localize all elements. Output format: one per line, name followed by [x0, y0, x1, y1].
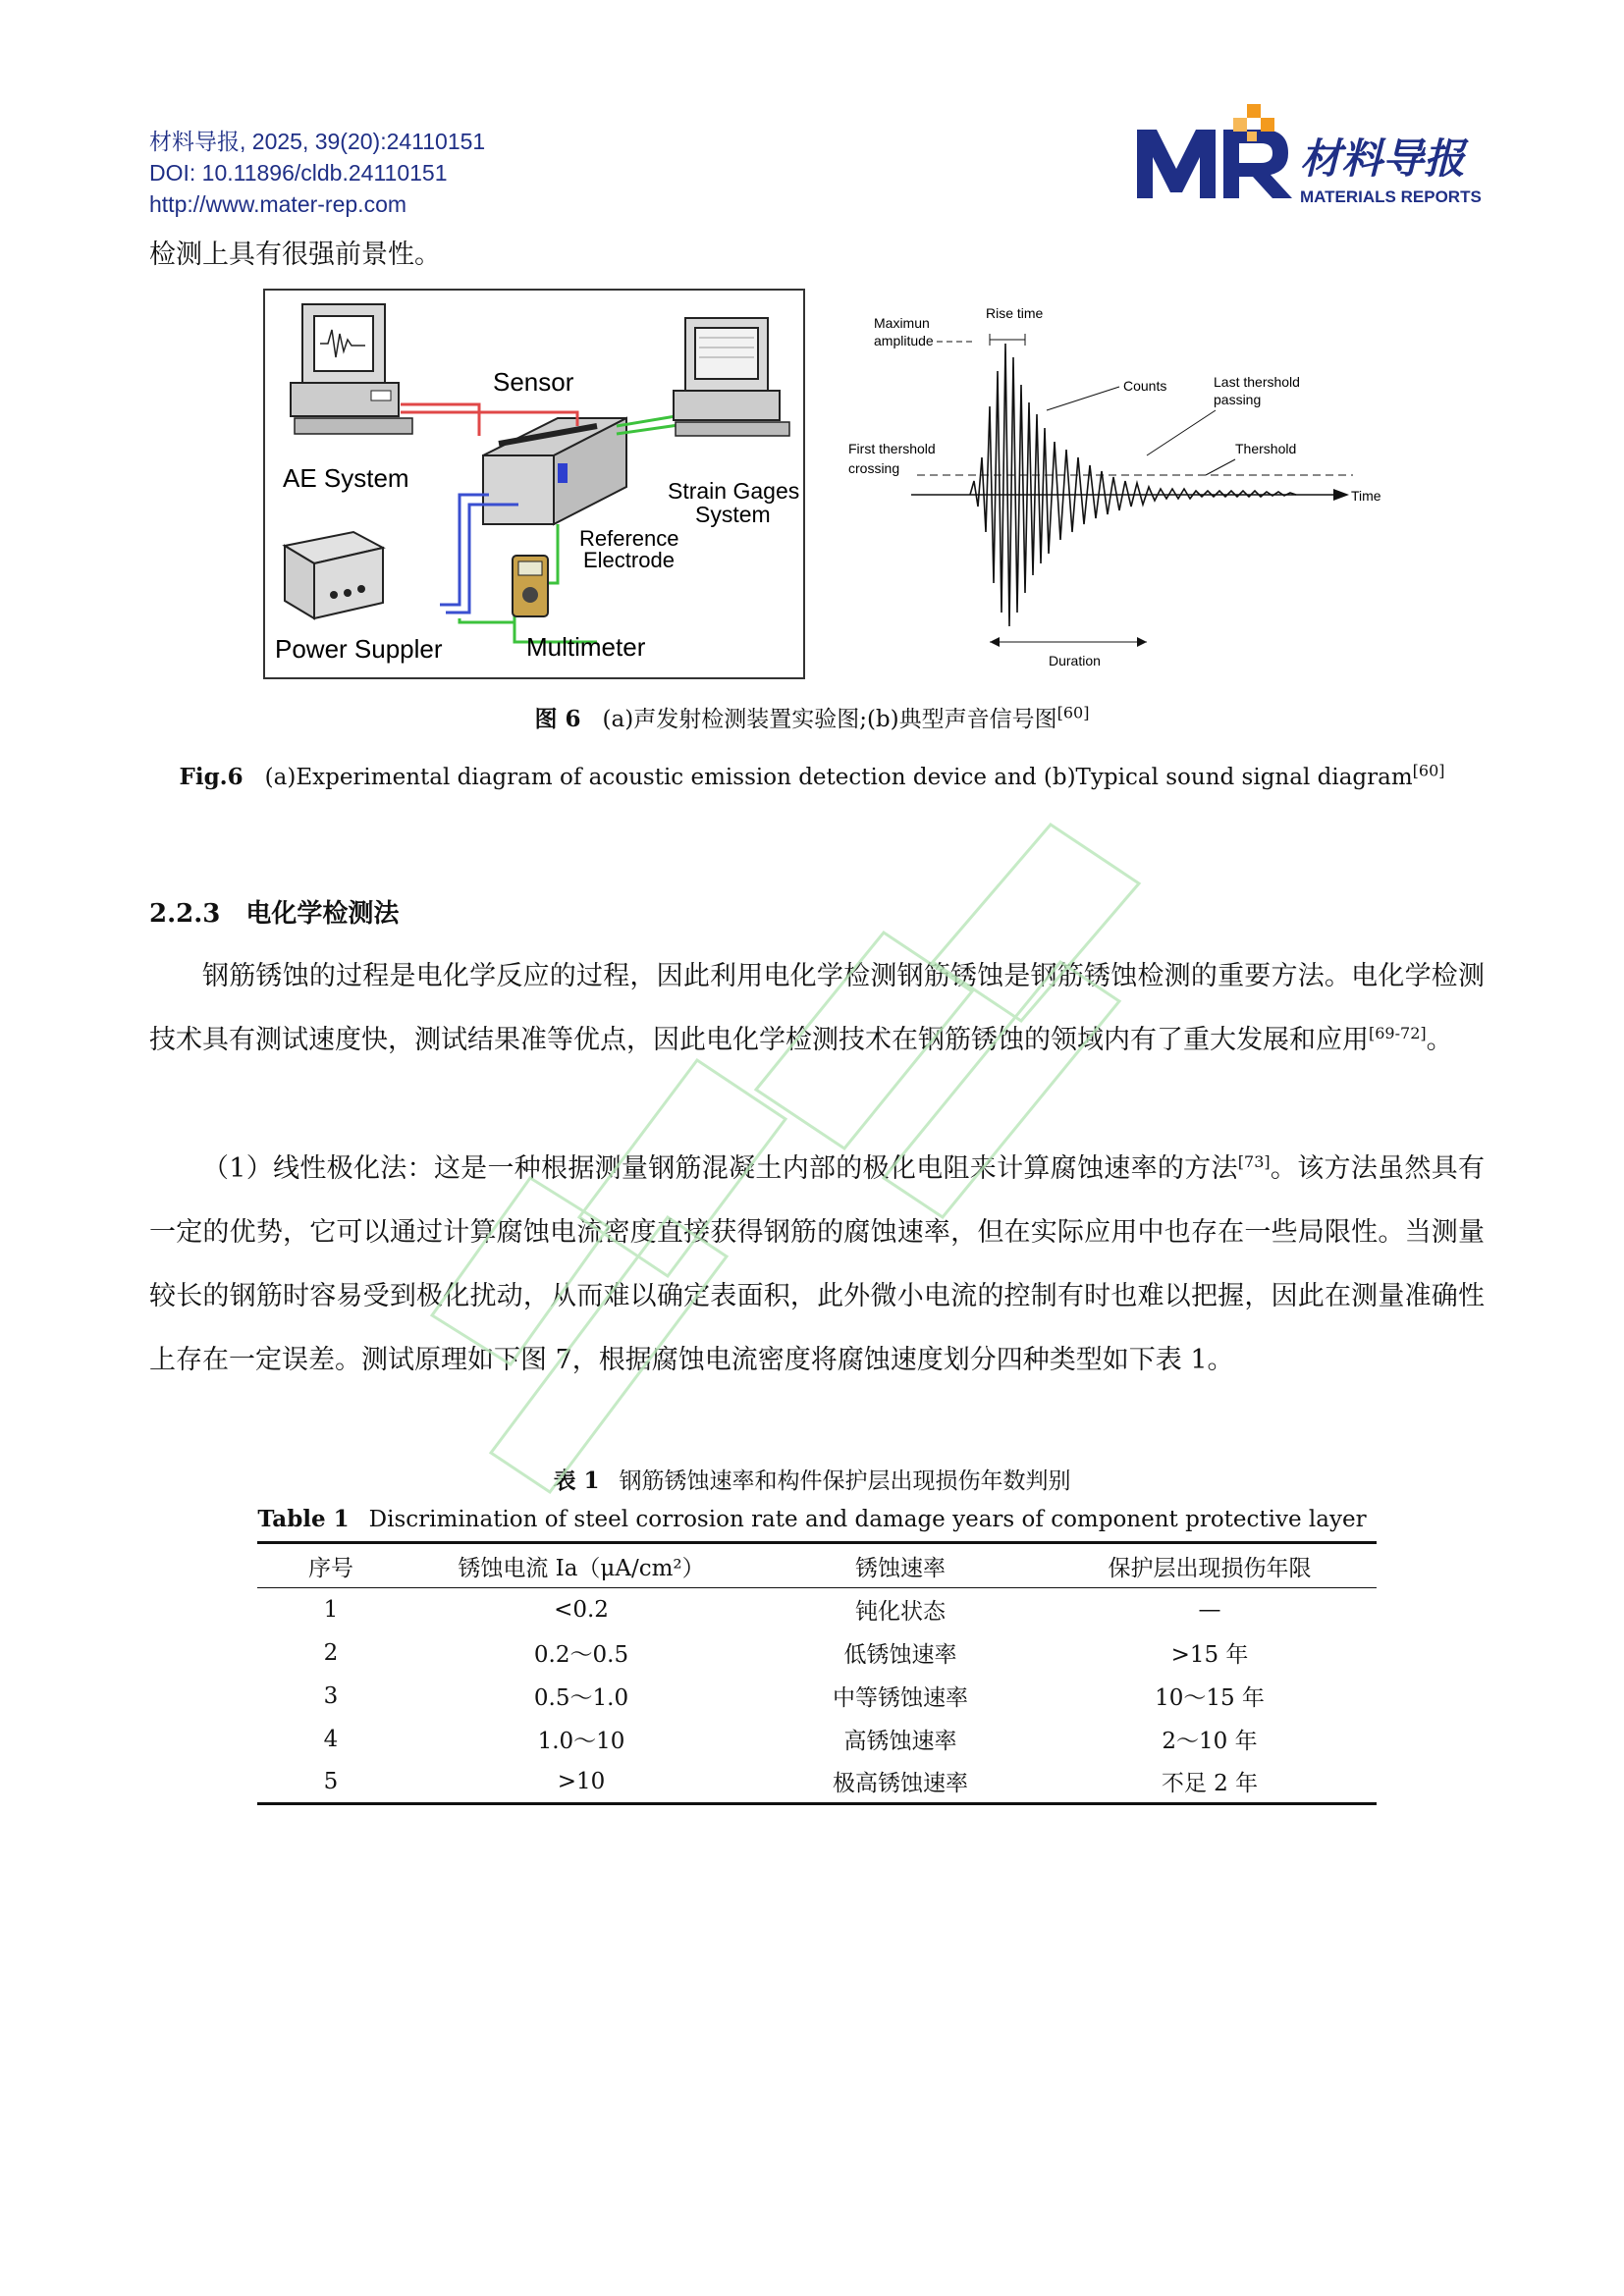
journal-info [149, 126, 485, 220]
panel-a-setup [264, 290, 804, 678]
journal-logo [1131, 96, 1485, 214]
label-threshold: Thershold [1235, 441, 1297, 456]
cell-current: 1.0～10 [537, 1729, 625, 1754]
intro-text: 检测上具有很强前景性。 [149, 240, 441, 270]
label-last-threshold-1: Last thershold [1214, 374, 1300, 390]
cell-current: 0.2～0.5 [533, 1642, 629, 1668]
cell-current: <0.2 [554, 1596, 609, 1623]
label-first-threshold-1: First thershold [848, 441, 936, 456]
label-max-amplitude-1: Maximun [874, 315, 930, 331]
paragraph-1-text: 钢筋锈蚀的过程是电化学反应的过程，因此利用电化学检测钢筋锈蚀是钢筋锈蚀检测的重要方法。电化学检测技术具有测试速度快，测试结果准等优点，因此电化学检测技术在钢筋锈蚀的领域内有了重大发展和应用 [149, 961, 1485, 1055]
caption-cn-label: 图 6 [534, 706, 581, 732]
table-en-title: Discrimination of steel corrosion rate and damage years of component protective layer [368, 1507, 1367, 1532]
cell-years: 10～15 年 [1155, 1685, 1265, 1711]
caption-cn-text: (a)声发射检测装置实验图;(b)典型声音信号图 [602, 707, 1057, 732]
section-heading [149, 893, 399, 930]
figure-caption-cn [0, 701, 1624, 733]
figure-6 [263, 289, 1392, 681]
table-cn-label: 表 1 [553, 1468, 600, 1494]
label-reference: Reference [579, 526, 679, 551]
figure-caption-en [0, 761, 1624, 790]
col-header-years: 保护层出现损伤年限 [1043, 1543, 1377, 1588]
cell-years: >15 年 [1170, 1642, 1249, 1668]
paragraph-1-end: 。 [1426, 1025, 1453, 1055]
paragraph-2-text-a: （1）线性极化法：这是一种根据测量钢筋混凝土内部的极化电阻来计算腐蚀速率的方法 [202, 1153, 1238, 1184]
caption-en-ref[interactable]: [60] [1412, 761, 1445, 780]
cell-years: — [1198, 1596, 1221, 1623]
paragraph-2-text-b: 。该方法虽然具有一定的优势，它可以通过计算腐蚀电流密度直接获得钢筋的腐蚀速率，但在实际应用中也存在一些局限性。当测量较长的钢筋时容易受到极化扰动，从而难以确定表面积，此外微小电流的控制有时也难以把握，因此在测量准确性上存在一定误差。测试原理如下图 7，根据腐蚀电流密度将腐蚀速度划分四种类型如下表 1。 [149, 1153, 1486, 1375]
cell-index: 2 [323, 1639, 339, 1666]
corrosion-rate-table [257, 1541, 1377, 1805]
cell-rate: 极高锈蚀速率 [758, 1761, 1043, 1804]
cell-years: 2～10 年 [1162, 1729, 1258, 1754]
label-first-threshold-2: crossing [848, 460, 900, 476]
label-strain-gages: Strain Gages [668, 478, 800, 504]
figure-6-svg [263, 289, 1392, 681]
label-ae-system: AE System [283, 463, 409, 493]
label-electrode: Electrode [583, 548, 675, 572]
table-row [257, 1675, 1377, 1718]
cell-years: 不足 2 年 [1043, 1761, 1377, 1804]
table-en-label: Table 1 [257, 1506, 350, 1532]
cell-rate: 高锈蚀速率 [843, 1729, 957, 1754]
logo-cn-text: 材料导报 [1300, 134, 1466, 183]
table-header-row [257, 1543, 1377, 1588]
paragraph-2 [149, 1137, 1485, 1392]
paragraph-1-ref[interactable]: [69-72] [1369, 1024, 1427, 1042]
table-row [257, 1718, 1377, 1761]
section-title: 电化学检测法 [245, 899, 400, 929]
label-max-amplitude-2: amplitude [874, 333, 934, 348]
cell-index: 1 [323, 1596, 339, 1623]
label-strain-system: System [695, 502, 771, 527]
table-row [257, 1761, 1377, 1804]
table-row [257, 1588, 1377, 1631]
label-last-threshold-2: passing [1214, 392, 1262, 407]
cell-rate: 中等锈蚀速率 [833, 1685, 968, 1711]
caption-cn-ref[interactable]: [60] [1056, 703, 1090, 722]
label-counts: Counts [1123, 378, 1167, 394]
label-power-supply: Power Suppler [275, 634, 443, 664]
caption-en-label: Fig.6 [179, 764, 244, 790]
col-header-current: 锈蚀电流 Ia（μA/cm²） [405, 1543, 758, 1588]
multimeter-icon [513, 556, 548, 616]
section-number: 2.2.3 [149, 899, 221, 929]
table-title-cn [0, 1463, 1624, 1495]
cell-index: 4 [323, 1726, 339, 1752]
label-rise-time: Rise time [986, 305, 1044, 321]
cell-rate: 钝化状态 [855, 1599, 946, 1626]
table-cn-title: 钢筋锈蚀速率和构件保护层出现损伤年数判别 [619, 1468, 1071, 1494]
doi-line: DOI: 10.11896/cldb.24110151 [149, 160, 448, 186]
table-row [257, 1631, 1377, 1675]
page-header [149, 126, 1485, 224]
caption-en-text: (a)Experimental diagram of acoustic emission detection device and (b)Typical sound signal diagram [264, 765, 1413, 790]
journal-url[interactable]: http://www.mater-rep.com [149, 191, 407, 217]
cell-current: 0.5～1.0 [533, 1685, 629, 1711]
cell-current: >10 [405, 1761, 758, 1804]
cell-rate: 低锈蚀速率 [843, 1642, 957, 1668]
col-header-index: 序号 [257, 1543, 405, 1588]
label-sensor: Sensor [493, 367, 574, 397]
label-multimeter: Multimeter [526, 632, 646, 662]
label-time: Time [1351, 488, 1381, 504]
journal-citation: 材料导报, 2025, 39(20):24110151 [149, 129, 486, 154]
panel-b-signal [848, 305, 1381, 668]
table-title-en [0, 1506, 1624, 1532]
col-header-rate: 锈蚀速率 [758, 1543, 1043, 1588]
paragraph-2-ref[interactable]: [73] [1237, 1152, 1271, 1171]
label-duration: Duration [1049, 653, 1101, 668]
logo-en-text: MATERIALS REPORTS [1300, 187, 1482, 206]
power-supply-icon [285, 532, 383, 618]
paragraph-1 [149, 944, 1485, 1072]
cell-index: 3 [323, 1682, 339, 1709]
cell-index: 5 [257, 1761, 405, 1804]
